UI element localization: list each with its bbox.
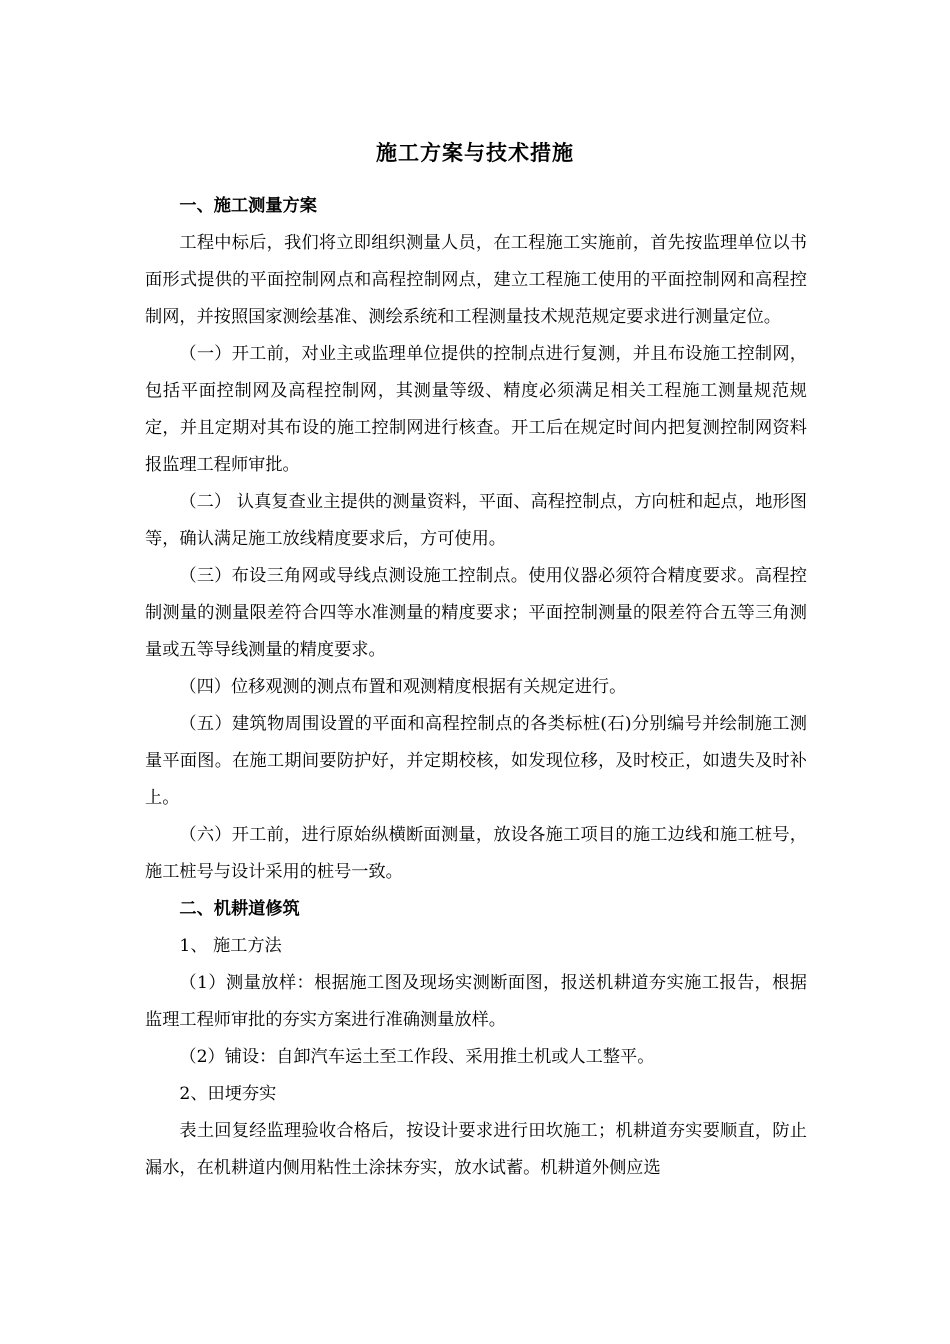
paragraph: 2、田埂夯实 — [179, 1084, 277, 1104]
paragraph: 工程中标后，我们将立即组织测量人员，在工程施工实施前，首先按监理单位以书面形式提供的平面控制网点和高程控制网点，建立工程施工使用的平面控制网和高程控制网，并按照国家测绘基准、测绘系统和工程测量技术规范规定要求进行测量定位。 — [145, 233, 807, 327]
paragraph: （1）测量放样：根据施工图及现场实测断面图，报送机耕道夯实施工报告，根据监理工程师审批的夯实方案进行准确测量放样。 — [145, 973, 807, 1030]
paragraph: （一）开工前，对业主或监理单位提供的控制点进行复测，并且布设施工控制网，包括平面控制网及高程控制网，其测量等级、精度必须满足相关工程施工测量规范规定，并且定期对其布设的施工控制网进行核查。开工后在规定时间内把复测控制网资料报监理工程师审批。 — [145, 344, 807, 475]
paragraph: （四）位移观测的测点布置和观测精度根据有关规定进行。 — [179, 677, 627, 697]
paragraph: （二） 认真复查业主提供的测量资料，平面、高程控制点，方向桩和起点，地形图等，确认满足施工放线精度要求后，方可使用。 — [145, 492, 807, 549]
document-body — [145, 188, 807, 1187]
paragraph: （三）布设三角网或导线点测设施工控制点。使用仪器必须符合精度要求。高程控制测量的测量限差符合四等水准测量的精度要求；平面控制测量的限差符合五等三角测量或五等导线测量的精度要求。 — [145, 566, 807, 660]
paragraph: （六）开工前，进行原始纵横断面测量，放设各施工项目的施工边线和施工桩号，施工桩号与设计采用的桩号一致。 — [145, 825, 807, 882]
paragraph: 表土回复经监理验收合格后，按设计要求进行田坎施工；机耕道夯实要顺直，防止漏水，在机耕道内侧用粘性土涂抹夯实，放水试蓄。机耕道外侧应选 — [145, 1121, 807, 1178]
section-heading: 二、机耕道修筑 — [179, 899, 300, 919]
document-title: 施工方案与技术措施 — [376, 140, 574, 165]
paragraph: （2）铺设：自卸汽车运土至工作段、采用推土机或人工整平。 — [179, 1047, 655, 1067]
paragraph: （五）建筑物周围设置的平面和高程控制点的各类标桩(石)分别编号并绘制施工测量平面图。在施工期间要防护好，并定期校核，如发现位移，及时校正，如遗失及时补上。 — [145, 714, 807, 808]
paragraph: 1、 施工方法 — [179, 936, 282, 956]
section-heading: 一、施工测量方案 — [179, 196, 317, 216]
